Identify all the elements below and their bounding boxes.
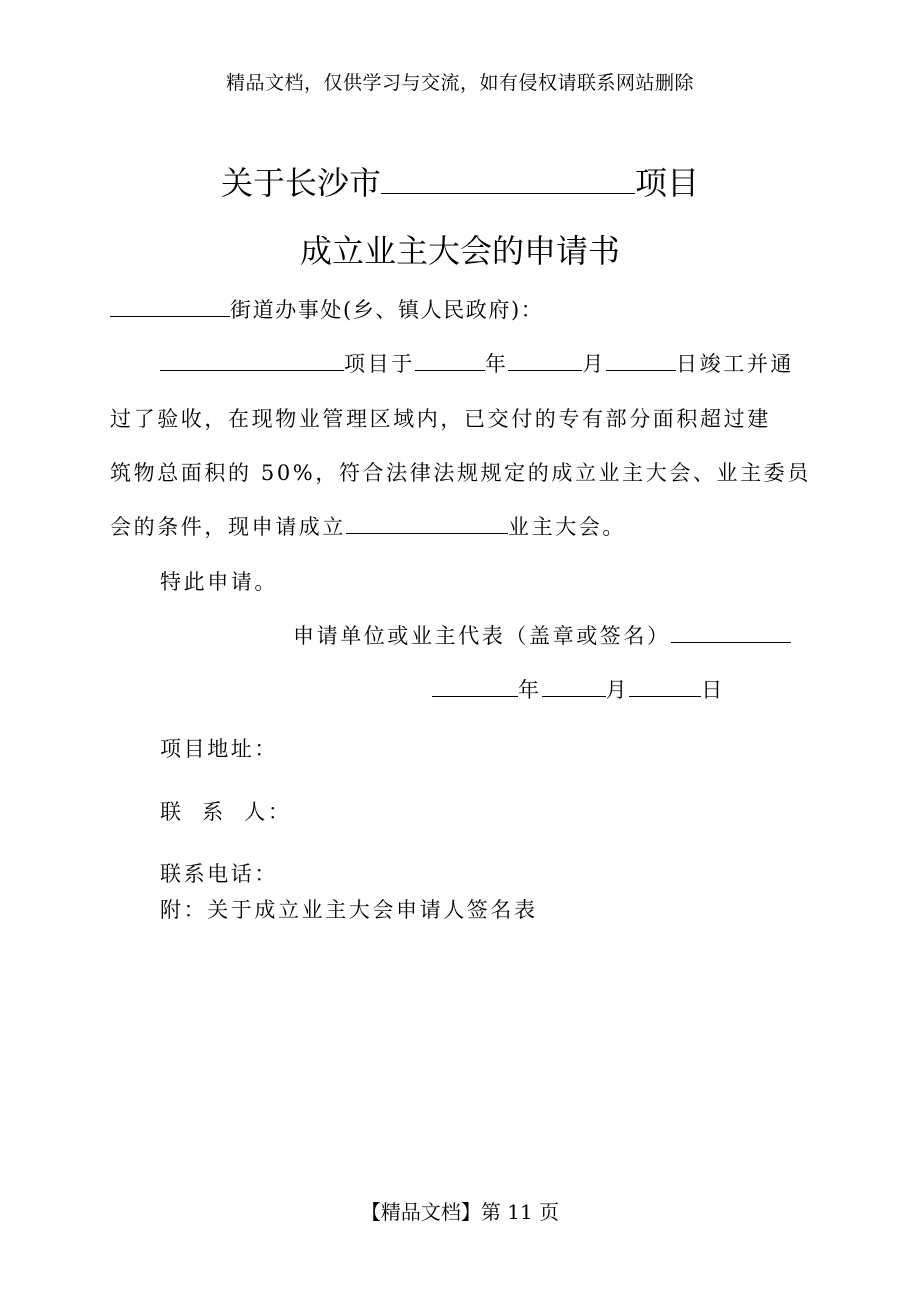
owners-assembly-name-blank[interactable] [346, 511, 508, 534]
paragraph-line-4 [110, 511, 626, 541]
title-prefix: 关于长沙市 [220, 164, 381, 202]
contact-person-label: 联 系 人： [160, 800, 292, 824]
document-title-line-1 [0, 158, 920, 204]
title-suffix: 项目 [635, 164, 700, 202]
owners-assembly-suffix: 业主大会。 [508, 515, 626, 540]
completion-day-blank[interactable] [606, 348, 676, 371]
signature-month-blank[interactable] [542, 674, 606, 697]
addressee-line [110, 294, 543, 324]
signature-day-blank[interactable] [629, 674, 701, 697]
project-label: 项目于 [344, 352, 415, 377]
city-project-blank[interactable] [381, 159, 635, 194]
paragraph-line-3: 筑物总面积的 50%，符合法律法规规定的成立业主大会、业主委员 [110, 461, 811, 485]
page-footer: 【精品文档】第 11 页 [360, 1200, 560, 1224]
completion-month-blank[interactable] [508, 348, 582, 371]
signature-date-line [432, 674, 725, 704]
contact-phone-label: 联系电话： [160, 862, 278, 886]
completion-year-blank[interactable] [415, 348, 485, 371]
addressee-text: 街道办事处(乡、镇人民政府)： [230, 298, 544, 323]
project-name-blank[interactable] [160, 348, 344, 371]
signature-year-label: 年 [518, 678, 542, 703]
completion-text: 日竣工并通 [676, 352, 795, 377]
header-note: 精品文档，仅供学习与交流，如有侵权请联系网站删除 [225, 72, 694, 94]
signature-year-blank[interactable] [432, 674, 518, 697]
apply-text: 会的条件，现申请成立 [110, 515, 346, 540]
signature-month-label: 月 [605, 678, 630, 703]
month-label: 月 [582, 352, 607, 377]
signature-day-label: 日 [701, 678, 725, 703]
project-address-label: 项目地址： [160, 737, 278, 761]
signature-label: 申请单位或业主代表（盖章或签名） [293, 624, 671, 649]
closing-text: 特此申请。 [160, 570, 278, 594]
year-label: 年 [484, 352, 509, 377]
paragraph-line-1 [160, 348, 794, 378]
signature-blank[interactable] [671, 620, 791, 643]
street-office-blank[interactable] [110, 294, 230, 317]
attachment-note: 附：关于成立业主大会申请人签名表 [160, 898, 538, 922]
paragraph-line-2: 过了验收，在现物业管理区域内，已交付的专有部分面积超过建 [110, 407, 771, 431]
signature-line [293, 620, 791, 650]
document-title-line-2: 成立业主大会的申请书 [299, 232, 620, 270]
